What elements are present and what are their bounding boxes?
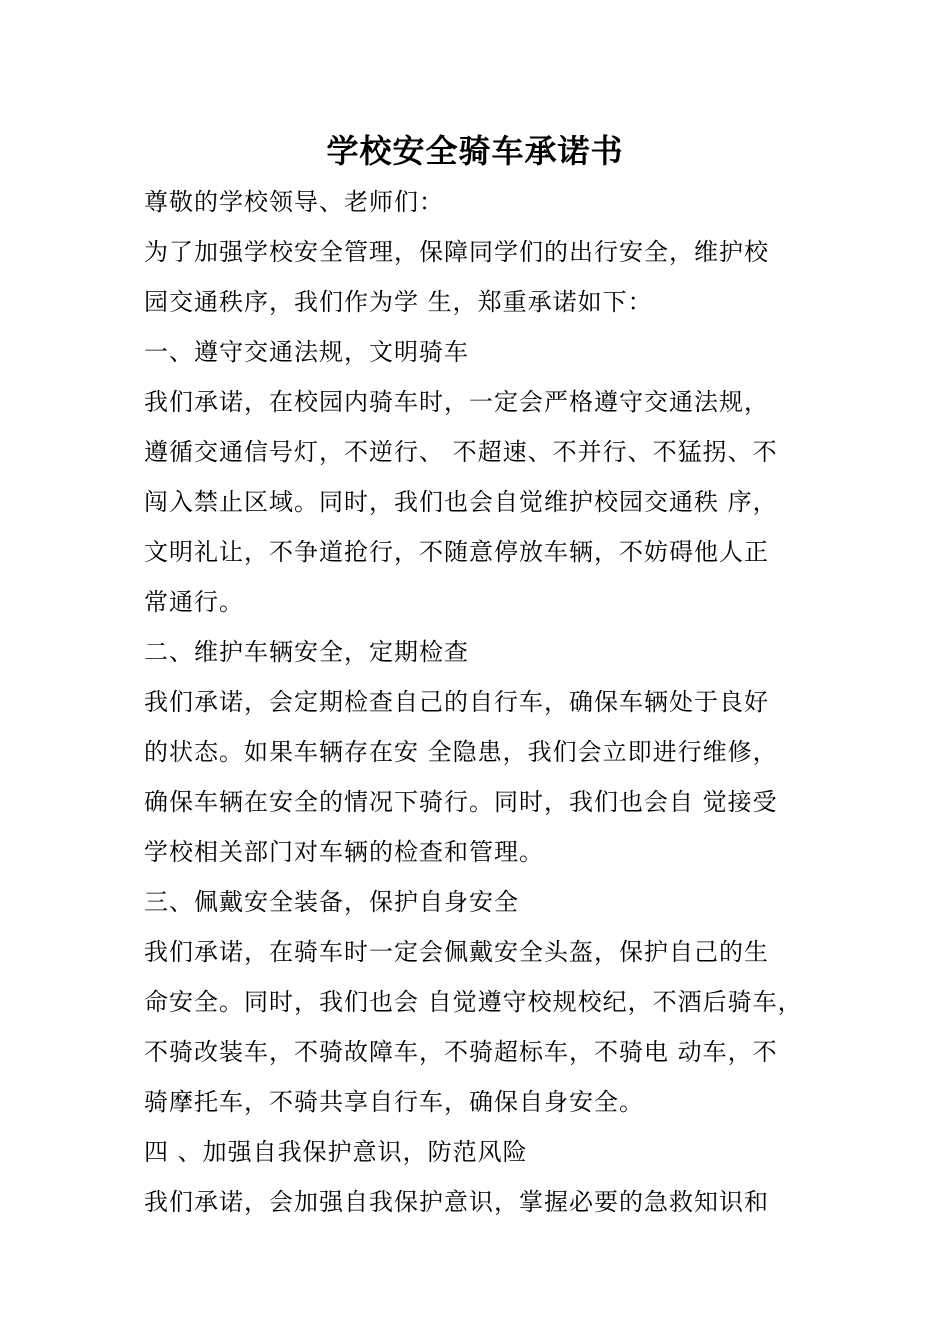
body-line: 文明礼让，不争道抢行，不随意停放车辆，不妨碍他人正 xyxy=(144,538,769,566)
salutation-line: 尊敬的学校领导、老师们： xyxy=(144,188,444,216)
document-title: 学校安全骑车承诺书 xyxy=(326,132,624,170)
body-line: 我们承诺，会加强自我保护意识，掌握必要的急救知识和 xyxy=(144,1188,769,1216)
body-line: 不骑改装车，不骑故障车，不骑超标车，不骑电 动车，不 xyxy=(144,1038,778,1066)
section-heading-4: 四 、加强自我保护意识，防范风险 xyxy=(144,1138,528,1166)
body-line: 骑摩托车，不骑共享自行车，确保自身安全。 xyxy=(144,1088,644,1116)
body-line: 常通行。 xyxy=(144,588,244,616)
body-line: 闯入禁止区域。同时，我们也会自觉维护校园交通秩 序， xyxy=(144,488,778,516)
body-line: 我们承诺，在校园内骑车时，一定会严格遵守交通法规， xyxy=(144,388,769,416)
body-line: 的状态。如果车辆存在安 全隐患，我们会立即进行维修， xyxy=(144,738,778,766)
body-line: 命安全。同时，我们也会 自觉遵守校规校纪，不酒后骑车， xyxy=(144,988,803,1016)
body-line: 园交通秩序，我们作为学 生，郑重承诺如下： xyxy=(144,288,653,316)
body-line: 学校相关部门对车辆的检查和管理。 xyxy=(144,838,544,866)
section-heading-2: 二、维护车辆安全，定期检查 xyxy=(144,638,469,666)
body-line: 我们承诺，在骑车时一定会佩戴安全头盔，保护自己的生 xyxy=(144,938,769,966)
body-line: 确保车辆在安全的情况下骑行。同时，我们也会自 觉接受 xyxy=(144,788,778,816)
body-line: 遵循交通信号灯，不逆行、 不超速、不并行、不猛拐、不 xyxy=(144,438,778,466)
body-line: 为了加强学校安全管理，保障同学们的出行安全，维护校 xyxy=(144,238,769,266)
section-heading-3: 三、佩戴安全装备，保护自身安全 xyxy=(144,888,519,916)
section-heading-1: 一、遵守交通法规，文明骑车 xyxy=(144,338,469,366)
body-line: 我们承诺，会定期检查自己的自行车，确保车辆处于良好 xyxy=(144,688,769,716)
